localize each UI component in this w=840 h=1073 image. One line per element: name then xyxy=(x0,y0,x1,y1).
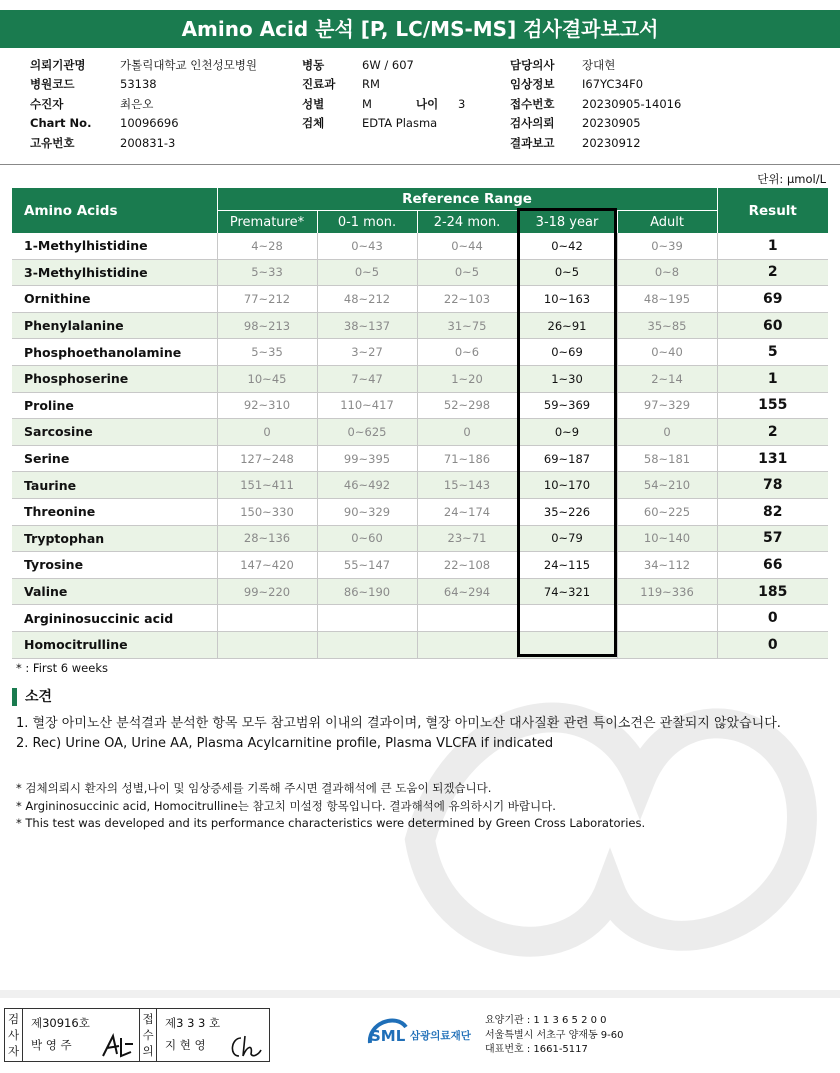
info-row xyxy=(510,75,681,94)
reference-range-cell: 7~47 xyxy=(317,365,417,392)
info-value: 20230905-14016 xyxy=(582,96,682,111)
result-cell: 0 xyxy=(717,631,828,658)
table-row xyxy=(12,312,828,339)
header-2-24-mon: 2-24 mon. xyxy=(417,211,517,234)
info-key: 고유번호 xyxy=(30,135,75,150)
reference-range-cell xyxy=(417,631,517,658)
lab-logo xyxy=(366,1013,492,1053)
reference-range-cell: 71~186 xyxy=(417,445,517,472)
reference-range-cell: 52~298 xyxy=(417,392,517,419)
table-row xyxy=(12,259,828,286)
note-line: * This test was developed and its performance characteristics were determined by Green Cross Laboratories. xyxy=(16,816,646,831)
reference-range-cell xyxy=(217,631,317,658)
reference-range-cell: 54~210 xyxy=(617,472,717,499)
reference-range-cell: 64~294 xyxy=(417,578,517,605)
signature-block xyxy=(4,1008,270,1062)
reference-range-cell: 119~336 xyxy=(617,578,717,605)
info-row xyxy=(30,75,257,94)
info-key: 검체 xyxy=(302,116,325,131)
reference-range-cell xyxy=(317,631,417,658)
reference-range-cell: 127~248 xyxy=(217,445,317,472)
reference-range-cell: 48~195 xyxy=(617,286,717,313)
reference-range-cell: 0 xyxy=(417,419,517,446)
info-value: RM xyxy=(362,77,380,92)
info-key: 병동 xyxy=(302,58,325,72)
info-value: 6W / 607 xyxy=(362,58,414,72)
reference-range-cell xyxy=(317,605,417,632)
result-cell: 78 xyxy=(717,472,828,499)
opinion-title: 소견 xyxy=(12,688,52,706)
reference-range-cell: 35~85 xyxy=(617,312,717,339)
info-key: 의뢰기관명 xyxy=(30,58,86,72)
header-result: Result xyxy=(717,188,828,233)
header-reference-range: Reference Range xyxy=(217,188,717,211)
info-key: 접수번호 xyxy=(510,96,555,111)
info-key: 결과보고 xyxy=(510,135,555,150)
reference-range-cell: 0~5 xyxy=(517,259,617,286)
info-row xyxy=(30,114,257,133)
info-value: 200831-3 xyxy=(120,135,176,150)
reference-range-cell: 98~213 xyxy=(217,312,317,339)
info-key: 임상정보 xyxy=(510,77,555,92)
info-value: 최은오 xyxy=(120,96,154,111)
signer-1-label xyxy=(5,1009,23,1061)
reference-range-cell: 90~329 xyxy=(317,498,417,525)
label-char: 검 xyxy=(7,1012,20,1026)
reference-range-cell xyxy=(617,631,717,658)
opinion-line: 1. 혈장 아미노산 분석결과 분석한 항목 모두 참고범위 이내의 결과이며, 혈장 아미노산 대사질환 관련 특이소견은 관찰되지 않았습니다. xyxy=(16,716,781,731)
reference-range-cell: 24~174 xyxy=(417,498,517,525)
lab-info-line: 요양기관 : 1 1 3 6 5 2 0 0 xyxy=(485,1015,607,1026)
reference-range-cell: 0~8 xyxy=(617,259,717,286)
reference-range-cell: 0~42 xyxy=(517,233,617,259)
reference-range-cell: 58~181 xyxy=(617,445,717,472)
result-cell: 2 xyxy=(717,259,828,286)
label-char: 의 xyxy=(142,1044,154,1058)
info-row xyxy=(30,134,257,153)
reference-range-cell: 74~321 xyxy=(517,578,617,605)
header-3-18-year: 3-18 year xyxy=(517,211,617,234)
label-char: 자 xyxy=(7,1044,20,1058)
reference-range-cell: 0~40 xyxy=(617,339,717,366)
label-char: 사 xyxy=(7,1028,20,1042)
result-cell: 60 xyxy=(717,312,828,339)
reference-range-cell: 0~5 xyxy=(417,259,517,286)
reference-range-cell: 15~143 xyxy=(417,472,517,499)
reference-range-cell: 5~35 xyxy=(217,339,317,366)
signer-1-name: 박 영 주 xyxy=(31,1038,72,1052)
opinion-text xyxy=(16,714,781,754)
amino-acid-name: Homocitrulline xyxy=(12,631,217,658)
signer-1-number: 제30916호 xyxy=(31,1016,90,1030)
notes xyxy=(16,780,645,833)
result-cell: 1 xyxy=(717,233,828,259)
table-row xyxy=(12,445,828,472)
result-cell: 131 xyxy=(717,445,828,472)
info-value: I67YC34F0 xyxy=(582,77,644,92)
reference-range-cell: 23~71 xyxy=(417,525,517,552)
reference-range-cell: 97~329 xyxy=(617,392,717,419)
amino-acid-name: Valine xyxy=(12,578,217,605)
table-row xyxy=(12,525,828,552)
label-char: 접 xyxy=(142,1012,154,1026)
reference-range-cell: 99~220 xyxy=(217,578,317,605)
signature-2-icon xyxy=(227,1021,263,1073)
reference-range-cell: 2~14 xyxy=(617,365,717,392)
table-row xyxy=(12,578,828,605)
sml-logo-icon xyxy=(366,1013,410,1053)
opinion-line: 2. Rec) Urine OA, Urine AA, Plasma Acylcarnitine profile, Plasma VLCFA if indicated xyxy=(16,736,554,751)
note-line: * 검체의뢰시 환자의 성별,나이 및 임상증세를 기록해 주시면 결과해석에 큰 도움이 되겠습니다. xyxy=(16,781,492,795)
info-row xyxy=(510,56,681,75)
info-key: 검사의뢰 xyxy=(510,116,555,131)
divider xyxy=(0,164,840,165)
lab-name: 삼광의료재단 xyxy=(410,1030,471,1042)
logo-text: SML xyxy=(370,1027,406,1045)
reference-range-cell: 10~45 xyxy=(217,365,317,392)
reference-range-cell: 151~411 xyxy=(217,472,317,499)
amino-acid-name: Threonine xyxy=(12,498,217,525)
table-row xyxy=(12,631,828,658)
amino-acid-name: Argininosuccinic acid xyxy=(12,605,217,632)
reference-range-cell: 1~30 xyxy=(517,365,617,392)
reference-range-cell: 110~417 xyxy=(317,392,417,419)
reference-range-cell: 0~625 xyxy=(317,419,417,446)
reference-range-cell xyxy=(617,605,717,632)
reference-range-cell: 0~79 xyxy=(517,525,617,552)
lab-info-line: 서울특별시 서초구 양재동 9-60 xyxy=(485,1029,624,1041)
table-row xyxy=(12,339,828,366)
result-cell: 66 xyxy=(717,552,828,579)
table-row xyxy=(12,233,828,259)
reference-range-cell: 92~310 xyxy=(217,392,317,419)
result-cell: 1 xyxy=(717,365,828,392)
amino-acid-name: Sarcosine xyxy=(12,419,217,446)
result-cell: 0 xyxy=(717,605,828,632)
signer-2-name: 지 현 영 xyxy=(165,1038,206,1052)
amino-acid-name: Ornithine xyxy=(12,286,217,313)
reference-range-cell: 150~330 xyxy=(217,498,317,525)
reference-range-cell: 10~163 xyxy=(517,286,617,313)
header-adult: Adult xyxy=(617,211,717,234)
reference-range-cell xyxy=(217,605,317,632)
header-premature: Premature* xyxy=(217,211,317,234)
reference-range-cell: 0 xyxy=(217,419,317,446)
signer-2-number: 제3 3 3 호 xyxy=(165,1016,221,1030)
info-value: 20230912 xyxy=(582,135,641,150)
info-col-1 xyxy=(30,56,257,153)
reference-range-cell: 55~147 xyxy=(317,552,417,579)
info-key: 성별 xyxy=(302,96,325,111)
info-col-3 xyxy=(510,56,681,153)
table-row xyxy=(12,392,828,419)
reference-range-cell: 24~115 xyxy=(517,552,617,579)
reference-range-cell: 46~492 xyxy=(317,472,417,499)
reference-range-cell: 0 xyxy=(617,419,717,446)
reference-range-cell: 34~112 xyxy=(617,552,717,579)
table-row xyxy=(12,419,828,446)
table-row xyxy=(12,605,828,632)
amino-acid-name: Phosphoserine xyxy=(12,365,217,392)
info-key: 담당의사 xyxy=(510,58,555,72)
reference-range-cell: 0~60 xyxy=(317,525,417,552)
table-row xyxy=(12,286,828,313)
reference-range-cell: 0~44 xyxy=(417,233,517,259)
amino-acid-name: 3-Methylhistidine xyxy=(12,259,217,286)
age-value: 3 xyxy=(458,96,466,111)
result-cell: 82 xyxy=(717,498,828,525)
reference-range-cell xyxy=(417,605,517,632)
reference-range-cell: 0~69 xyxy=(517,339,617,366)
amino-acid-name: Phosphoethanolamine xyxy=(12,339,217,366)
info-value: EDTA Plasma xyxy=(362,116,438,131)
reference-range-cell: 22~108 xyxy=(417,552,517,579)
table-row xyxy=(12,552,828,579)
label-char: 수 xyxy=(142,1028,154,1042)
reference-range-cell: 26~91 xyxy=(517,312,617,339)
reference-range-cell xyxy=(517,605,617,632)
info-value: M xyxy=(362,96,372,111)
result-cell: 2 xyxy=(717,419,828,446)
reference-range-cell: 77~212 xyxy=(217,286,317,313)
amino-acid-name: Proline xyxy=(12,392,217,419)
reference-range-cell: 38~137 xyxy=(317,312,417,339)
reference-range-cell: 35~226 xyxy=(517,498,617,525)
info-row xyxy=(302,95,465,114)
lab-info xyxy=(485,1014,624,1058)
info-key: 병원코드 xyxy=(30,77,75,92)
reference-range-cell: 69~187 xyxy=(517,445,617,472)
reference-range-cell: 48~212 xyxy=(317,286,417,313)
amino-acid-name: Taurine xyxy=(12,472,217,499)
amino-acid-name: Tryptophan xyxy=(12,525,217,552)
reference-range-cell: 0~39 xyxy=(617,233,717,259)
age-label: 나이 xyxy=(416,96,439,111)
result-cell: 69 xyxy=(717,286,828,313)
reference-range-cell: 1~20 xyxy=(417,365,517,392)
unit-label: 단위: μmol/L xyxy=(757,172,826,186)
info-row xyxy=(30,56,257,75)
result-cell: 5 xyxy=(717,339,828,366)
header-amino-acids: Amino Acids xyxy=(12,188,217,233)
reference-range-cell: 10~140 xyxy=(617,525,717,552)
info-key: Chart No. xyxy=(30,116,92,131)
amino-acid-name: Tyrosine xyxy=(12,552,217,579)
amino-acid-name: 1-Methylhistidine xyxy=(12,233,217,259)
reference-range-cell: 86~190 xyxy=(317,578,417,605)
footer-divider xyxy=(0,990,840,998)
reference-range-cell: 31~75 xyxy=(417,312,517,339)
reference-range-cell: 28~136 xyxy=(217,525,317,552)
info-row xyxy=(302,56,465,75)
note-line: * Argininosuccinic acid, Homocitrulline는 참고치 미설정 항목입니다. 결과해석에 유의하시기 바랍니다. xyxy=(16,798,556,813)
amino-acid-table xyxy=(12,188,828,659)
header-0-1-mon: 0-1 mon. xyxy=(317,211,417,234)
reference-range-cell: 5~33 xyxy=(217,259,317,286)
info-row xyxy=(510,134,681,153)
info-value: 20230905 xyxy=(582,116,641,131)
info-row xyxy=(510,114,681,133)
reference-range-cell: 0~5 xyxy=(317,259,417,286)
info-row xyxy=(30,95,257,114)
info-value: 가톨릭대학교 인천성모병원 xyxy=(120,58,257,72)
info-value: 53138 xyxy=(120,77,157,92)
table-footnote: * : First 6 weeks xyxy=(16,661,108,675)
info-row xyxy=(302,75,465,94)
reference-range-cell: 147~420 xyxy=(217,552,317,579)
reference-range-cell: 59~369 xyxy=(517,392,617,419)
info-key: 진료과 xyxy=(302,77,336,92)
table-row xyxy=(12,365,828,392)
reference-range-cell xyxy=(517,631,617,658)
lab-info-line: 대표번호 : 1661-5117 xyxy=(485,1044,588,1055)
info-row xyxy=(302,114,465,133)
reference-range-cell: 0~9 xyxy=(517,419,617,446)
report-title: Amino Acid 분석 [P, LC/MS-MS] 검사결과보고서 xyxy=(0,10,840,48)
amino-acid-name: Serine xyxy=(12,445,217,472)
amino-acid-name: Phenylalanine xyxy=(12,312,217,339)
reference-range-cell: 10~170 xyxy=(517,472,617,499)
result-cell: 57 xyxy=(717,525,828,552)
result-cell: 185 xyxy=(717,578,828,605)
result-cell: 155 xyxy=(717,392,828,419)
reference-range-cell: 99~395 xyxy=(317,445,417,472)
table-row xyxy=(12,498,828,525)
info-key: 수진자 xyxy=(30,96,64,111)
reference-range-cell: 0~43 xyxy=(317,233,417,259)
reference-range-cell: 3~27 xyxy=(317,339,417,366)
info-value: 10096696 xyxy=(120,116,179,131)
reference-range-cell: 22~103 xyxy=(417,286,517,313)
info-col-2 xyxy=(302,56,465,134)
reference-range-cell: 4~28 xyxy=(217,233,317,259)
info-value: 장대현 xyxy=(582,58,616,72)
signature-1-icon xyxy=(101,1021,135,1073)
table-row xyxy=(12,472,828,499)
signer-2-label xyxy=(139,1009,157,1061)
reference-range-cell: 60~225 xyxy=(617,498,717,525)
reference-range-cell: 0~6 xyxy=(417,339,517,366)
info-row xyxy=(510,95,681,114)
